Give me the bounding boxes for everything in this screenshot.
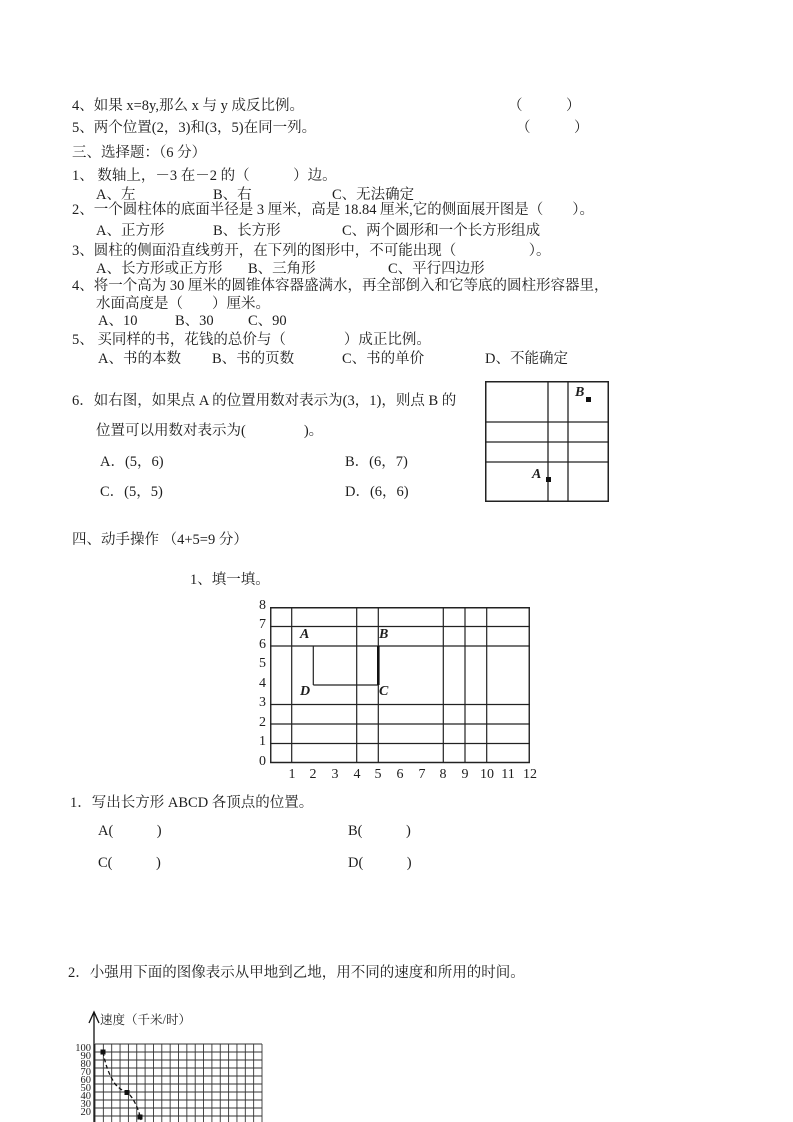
section4-heading: 四、动手操作 （4+5=9 分） [72,532,248,548]
blank-vertex-a: A( ) [98,823,162,839]
grid-y-label-3: 3 [259,695,266,710]
grid-y-label-7: 7 [259,617,266,632]
choice-q5-option-a: A、书的本数 [98,351,181,367]
vertex-c-label: C [379,684,389,699]
choice-q5-option-c: C、书的单价 [342,351,425,367]
tf-question-4-blank: （ ） [508,98,581,114]
grid-x-label-2: 2 [309,767,317,782]
chart-tick-20: 20 [80,1107,91,1118]
grid-x-label-7: 7 [418,767,426,782]
blank-vertex-b: B( ) [348,823,411,839]
chart-tick-50: 50 [80,1083,91,1094]
section4-q2-text: 2．小强用下面的图像表示从甲地到乙地，用不同的速度和所用的时间。 [68,965,525,981]
grid-y-label-6: 6 [259,637,266,652]
choice-q6-option-d: D．(6，6) [345,484,409,500]
grid-x-label-12: 12 [523,767,537,782]
grid-x-label-4: 4 [353,767,361,782]
point-b-dot [586,397,591,402]
vertex-d-label: D [300,684,311,699]
curve-marker-3 [138,1115,143,1120]
choice-q6-line1: 6．如右图，如果点 A 的位置用数对表示为(3，1)，则点 B 的 [72,393,457,409]
blank-vertex-c: C( ) [98,855,161,871]
choice-q6-option-b: B．(6，7) [345,454,408,470]
grid-x-label-9: 9 [461,767,469,782]
write-vertices-question: 1．写出长方形 ABCD 各顶点的位置。 [70,795,314,811]
grid-x-label-3: 3 [331,767,339,782]
grid-x-label-10: 10 [480,767,494,782]
choice-q1-option-c: C、无法确定 [332,187,415,203]
choice-q6-line2: 位置可以用数对表示为( )。 [96,423,324,439]
chart-axis-label: 速度（千米/时） [100,1013,191,1027]
chart-tick-100: 100 [75,1043,91,1054]
grid-y-label-0: 0 [259,754,266,769]
tf-question-5: 5、两个位置(2，3)和(3，5)在同一列。 [72,120,317,136]
figure6-point-a-label: A [532,467,542,482]
grid-x-label-11: 11 [501,767,515,782]
section4-sub1: 1、填一填。 [190,572,270,588]
chart-tick-30: 30 [80,1099,91,1110]
vertex-b-label: B [379,627,389,642]
grid-y-label-5: 5 [259,656,266,671]
section3-heading: 三、选择题：（6 分） [72,145,207,161]
speed-curve [103,1052,141,1120]
grid-x-label-5: 5 [374,767,382,782]
choice-q1-option-b: B、右 [213,187,252,203]
grid-x-label-8: 8 [439,767,447,782]
choice-q4-option-c: C、90 [248,313,287,329]
choice-q2-option-b: B、长方形 [213,223,281,239]
position-grid-figure [485,381,609,502]
figure6-point-b-label: B [575,385,585,400]
choice-q1-option-a: A、左 [96,187,136,203]
choice-q3-option-c: C、平行四边形 [388,261,485,277]
choice-q1-text: 1、 数轴上，－3 在－2 的（ ）边。 [72,168,337,184]
blank-vertex-d: D( ) [348,855,412,871]
chart-tick-90: 90 [80,1051,91,1062]
curve-marker-1 [101,1050,106,1055]
choice-q2-option-c: C、两个圆形和一个长方形组成 [342,223,541,239]
choice-q5-option-d: D、不能确定 [485,351,568,367]
grid-y-label-4: 4 [259,676,266,691]
choice-q3-option-b: B、三角形 [248,261,316,277]
vertex-a-label: A [300,627,310,642]
tf-question-5-blank: （ ） [516,120,589,136]
choice-q5-text: 5、 买同样的书，花钱的总价与（ ）成正比例。 [72,332,431,348]
chart-tick-80: 80 [80,1059,91,1070]
chart-tick-70: 70 [80,1067,91,1078]
choice-q4-line2: 水面高度是（ ）厘米。 [96,296,270,312]
grid-y-label-1: 1 [259,734,266,749]
choice-q4-option-a: A、10 [98,313,138,329]
chart-tick-40: 40 [80,1091,91,1102]
choice-q6-option-a: A．(5，6) [100,454,164,470]
choice-q2-text: 2、一个圆柱体的底面半径是 3 厘米，高是 18.84 厘米,它的侧面展开图是（ ）。 [72,202,594,218]
point-a-dot [546,477,551,482]
choice-q3-text: 3、圆柱的侧面沿直线剪开，在下列的图形中，不可能出现（ ）。 [72,243,551,259]
chart-gridlines [95,1044,262,1122]
grid-x-label-6: 6 [396,767,404,782]
chart-tick-60: 60 [80,1075,91,1086]
rectangle-abcd [313,646,378,685]
grid-y-label-2: 2 [259,715,266,730]
choice-q2-option-a: A、正方形 [96,223,165,239]
grid-y-label-8: 8 [259,598,266,613]
choice-q5-option-b: B、书的页数 [212,351,295,367]
tf-question-4: 4、如果 x=8y,那么 x 与 y 成反比例。 [72,98,304,114]
choice-q6-option-c: C．(5，5) [100,484,163,500]
choice-q3-option-a: A、长方形或正方形 [96,261,223,277]
curve-marker-2 [125,1090,130,1095]
grid-x-label-1: 1 [288,767,296,782]
choice-q4-line1: 4、将一个高为 30 厘米的圆锥体容器盛满水，再全部倒入和它等底的圆柱形容器里， [72,278,609,294]
choice-q4-option-b: B、30 [175,313,214,329]
